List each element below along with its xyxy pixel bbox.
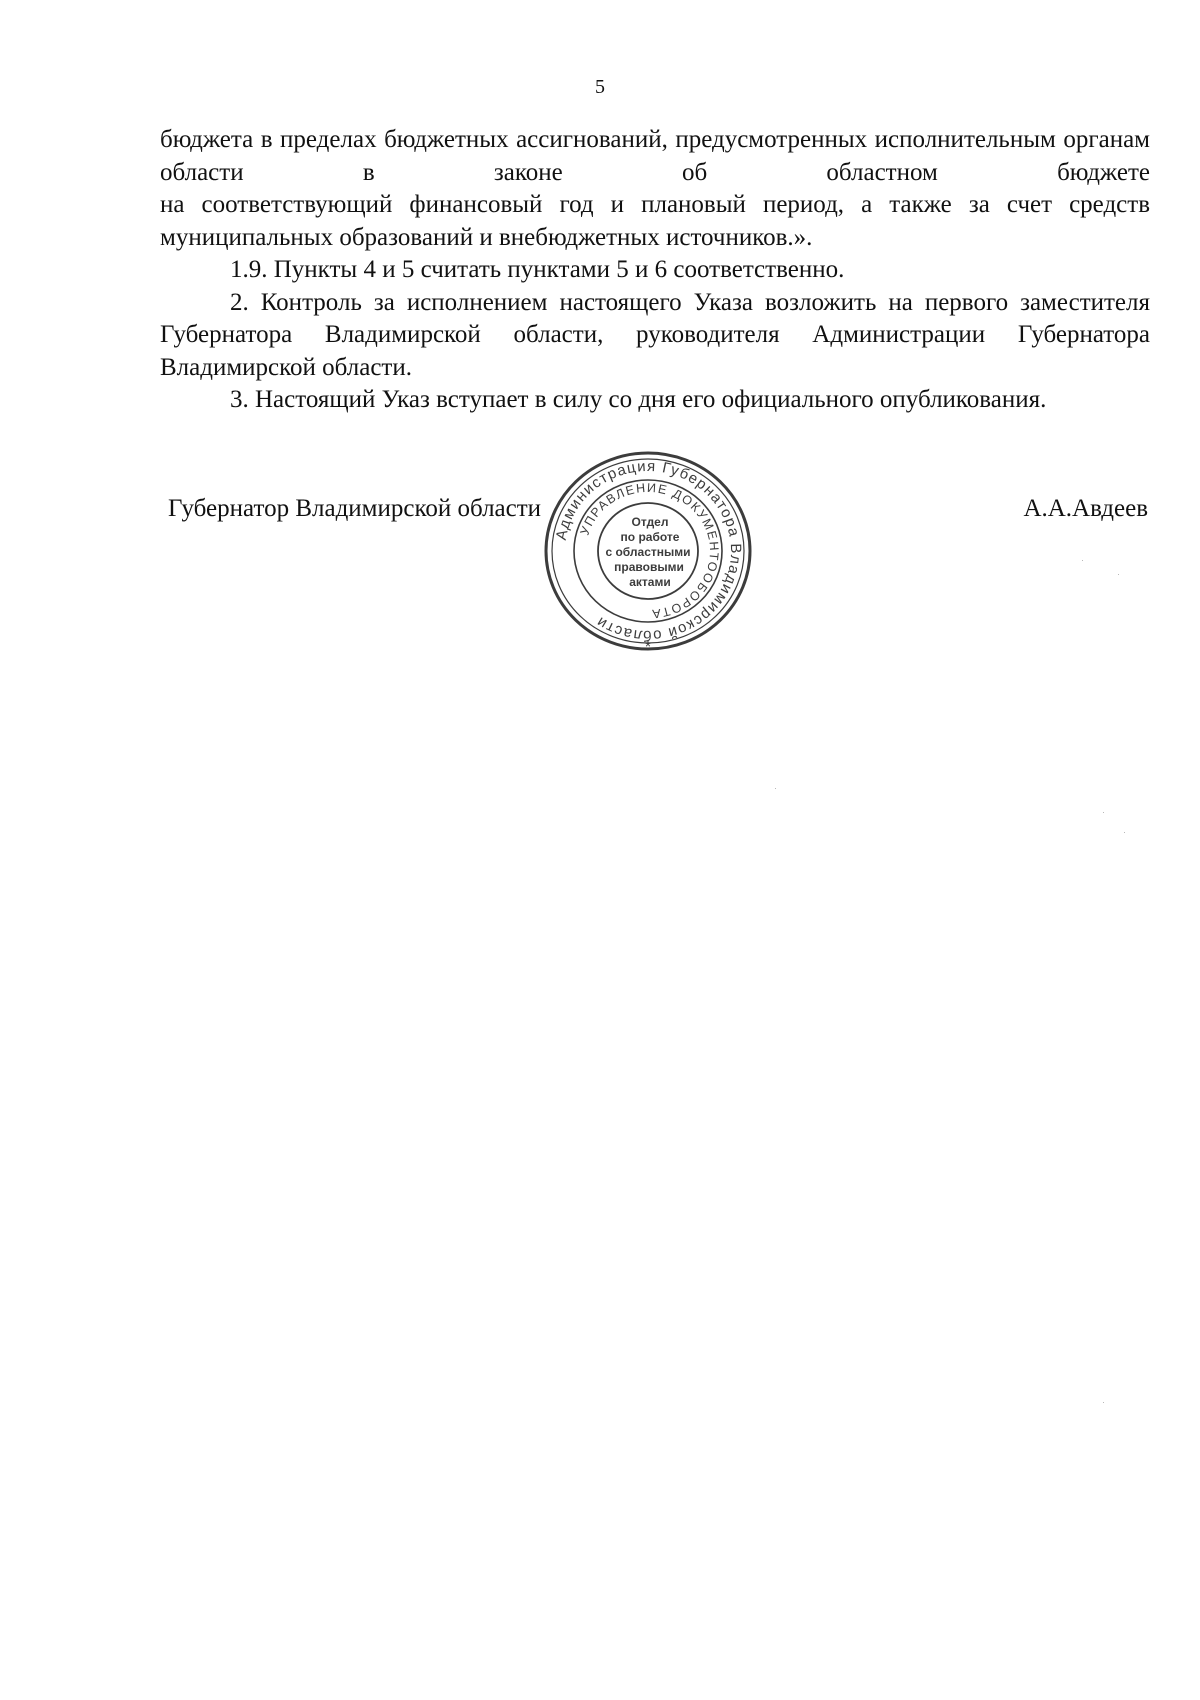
stamp-center-line-1: Отдел	[631, 515, 669, 529]
scan-speck	[775, 788, 776, 789]
official-stamp	[538, 446, 758, 656]
scan-speck	[1124, 832, 1125, 833]
scan-speck	[1082, 560, 1083, 561]
scan-speck	[1118, 574, 1119, 575]
stamp-star: *	[644, 639, 652, 656]
stamp-center-line-3: с областными	[605, 545, 691, 559]
stamp-inner-text: УПРАВЛЕНИЕ ДОКУМЕНТООБОРОТА	[577, 480, 722, 622]
stamp-seal-icon	[538, 446, 758, 656]
page-number: 5	[595, 76, 605, 98]
paragraph-item-2: 2. Контроль за исполнением настоящего Указа возложить на первого заместителя Губернатора Владимирской области, руководителя Администрации Губернатора Владимирской области.	[160, 288, 1150, 381]
stamp-center-line-4: правовыми	[614, 560, 684, 574]
paragraph-budget-continuation-end: на соответствующий финансовый год и плановый период, а также за счет средств муниципальных образований и внебюджетных источников.».	[160, 191, 1150, 251]
scan-speck	[1103, 812, 1104, 813]
signatory-title: Губернатор Владимирской области	[168, 495, 542, 522]
document-body	[160, 124, 1150, 417]
signatory-name: А.А.Авдеев	[1023, 495, 1148, 522]
paragraph-budget-continuation: бюджета в пределах бюджетных ассигнований, предусмотренных исполнительным органам области в законе об областном бюджете	[160, 126, 1150, 186]
stamp-center-line-5: актами	[629, 575, 671, 589]
paragraph-item-3: 3. Настоящий Указ вступает в силу со дня его официального опубликования.	[230, 386, 1047, 413]
stamp-center-line-2: по работе	[620, 530, 680, 544]
scan-speck	[1103, 1402, 1104, 1403]
stamp-outer-text: Администрация Губернатора Владимирской области	[552, 457, 745, 645]
paragraph-item-1-9: 1.9. Пункты 4 и 5 считать пунктами 5 и 6 соответственно.	[230, 256, 845, 283]
